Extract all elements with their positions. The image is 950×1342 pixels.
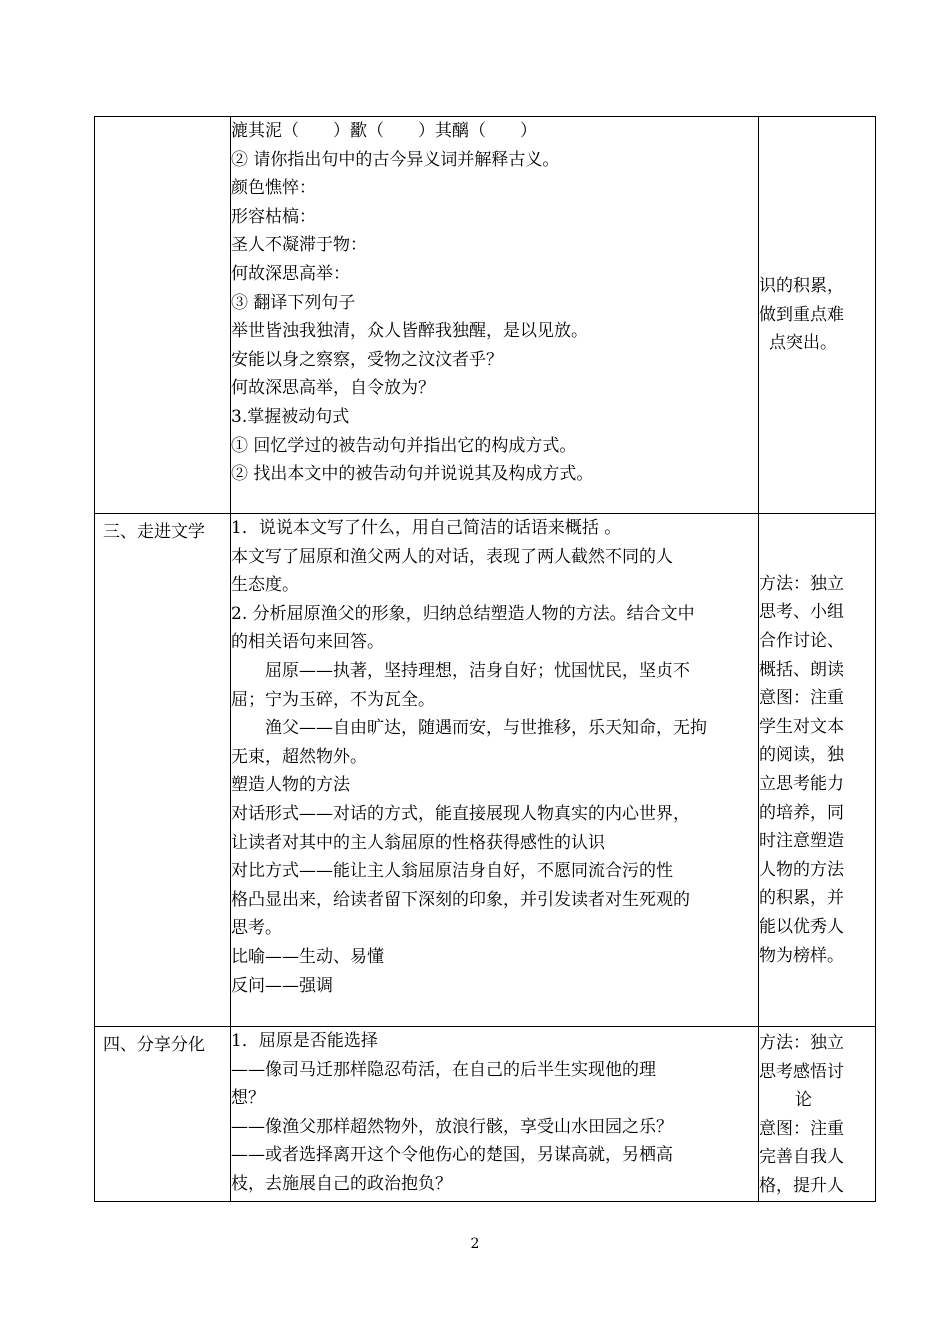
note-line: 概括、朗读 [759,659,844,680]
content-line: 本文写了屈原和渔父两人的对话，表现了两人截然不同的人 [231,546,673,567]
notes-cell [759,1027,876,1202]
lesson-plan-table [94,116,876,1202]
content-line: 对比方式——能让主人翁屈原洁身自好，不愿同流合污的性 [231,861,673,882]
content-line: 格凸显出来，给读者留下深刻的印象，并引发读者对生死观的 [231,889,690,910]
exercise-line: 何故深思高举，自令放为？ [231,378,435,399]
stage-label: 三、走进文学 [103,522,205,542]
content-line: 2. 分析屈原渔父的形象，归纳总结塑造人物的方法。结合文中 [231,603,695,624]
note-line: 物为榜样。 [759,945,844,966]
stage-cell [95,514,231,1027]
stage-label [95,117,230,121]
notes-cell [759,117,876,514]
exercise-line: 圣人不凝滞于物： [231,235,367,256]
table-row-vocabulary [95,117,876,514]
content-line: 1．说说本文写了什么，用自己简洁的话语来概括 。 [231,518,622,538]
content-line: 反问——强调 [231,975,333,996]
content-line: 塑造人物的方法 [231,775,350,796]
note-line: 能以优秀人 [759,916,844,937]
content-line: 对话形式——对话的方式，能直接展现人物真实的内心世界， [231,803,690,824]
note-line: 的阅读，独 [759,745,844,766]
exercise-line: 举世皆浊我独清，众人皆醉我独醒，是以见放。 [231,321,588,342]
table-row-literature [95,514,876,1027]
exercise-line: ③ 翻译下列句子 [231,292,356,313]
note-line: 意图：注重 [759,1118,844,1139]
exercise-line: 颜色憔悴： [231,178,316,199]
note-line: 做到重点难 [759,304,844,325]
content-line: ——或者选择离开这个令他伤心的楚国，另谋高就，另栖高 [231,1145,673,1166]
content-cell [231,1027,759,1202]
note-line: 立思考能力 [759,774,844,794]
notes-cell [759,514,876,1027]
content-cell [231,117,759,514]
exercise-line: ① 回忆学过的被告动句并指出它的构成方式。 [231,435,577,456]
note-line: 格，提升人 [759,1175,844,1196]
stage-cell [95,1027,231,1202]
note-line: 方法：独立 [759,573,844,594]
note-line: 人物的方法 [759,859,844,880]
content-line: 无束，超然物外。 [231,746,367,767]
exercise-line: 安能以身之察察，受物之汶汶者乎？ [231,349,503,370]
content-line: 想？ [231,1088,265,1109]
note-line: 学生对文本 [759,716,844,737]
content-line: 让读者对其中的主人翁屈原的性格获得感性的认识 [231,832,605,853]
note-line: 论 [795,1090,812,1111]
stage-cell [95,117,231,514]
exercise-line: ② 请你指出句中的古今异义词并解释古义。 [231,149,560,170]
note-line: 时注意塑造 [759,831,844,852]
content-line: ——像司马迁那样隐忍苟活，在自己的后半生实现他的理 [231,1059,656,1080]
stage-label: 四、分享分化 [103,1035,205,1055]
content-line: 枝，去施展自己的政治抱负？ [231,1173,452,1194]
content-line: 1．屈原是否能选择 [231,1031,378,1051]
content-cell [231,514,759,1027]
note-line: 完善自我人 [759,1147,844,1168]
note-line: 合作讨论、 [759,631,844,652]
content-line: 渔父——自由旷达，随遇而安，与世推移，乐天知命，无拘 [265,718,707,739]
content-line: 屈；宁为玉碎，不为瓦全。 [231,689,435,710]
exercise-line: 3.掌握被动句式 [231,406,350,427]
content-line: 思考。 [231,918,282,939]
content-line: 生态度。 [231,575,299,596]
content-line: 比喻——生动、易懂 [231,946,384,967]
page-number: 2 [470,1236,480,1252]
note-line: 方法：独立 [759,1033,844,1053]
exercise-line: ② 找出本文中的被告动句并说说其及构成方式。 [231,464,594,485]
content-line: 屈原——执著，坚持理想，洁身自好；忧国忧民，坚贞不 [265,660,690,681]
note-line: 的积累，并 [759,888,844,909]
content-line: 的相关语句来回答。 [231,632,384,653]
exercise-line: 漉其泥（ ）歠（ ）其醨（ ） [231,121,537,141]
exercise-line: 形容枯槁： [231,206,316,227]
note-line: 的培养，同 [759,802,844,823]
note-line: 意图：注重 [759,688,844,709]
exercise-line: 何故深思高举： [231,263,350,284]
note-line: 思考、小组 [759,602,844,623]
note-line: 识的积累， [759,276,844,297]
content-line: ——像渔父那样超然物外，放浪行骸，享受山水田园之乐？ [231,1116,673,1137]
note-line: 点突出。 [769,333,837,354]
table-row-sharing [95,1027,876,1202]
note-line: 思考感悟讨 [759,1061,844,1082]
